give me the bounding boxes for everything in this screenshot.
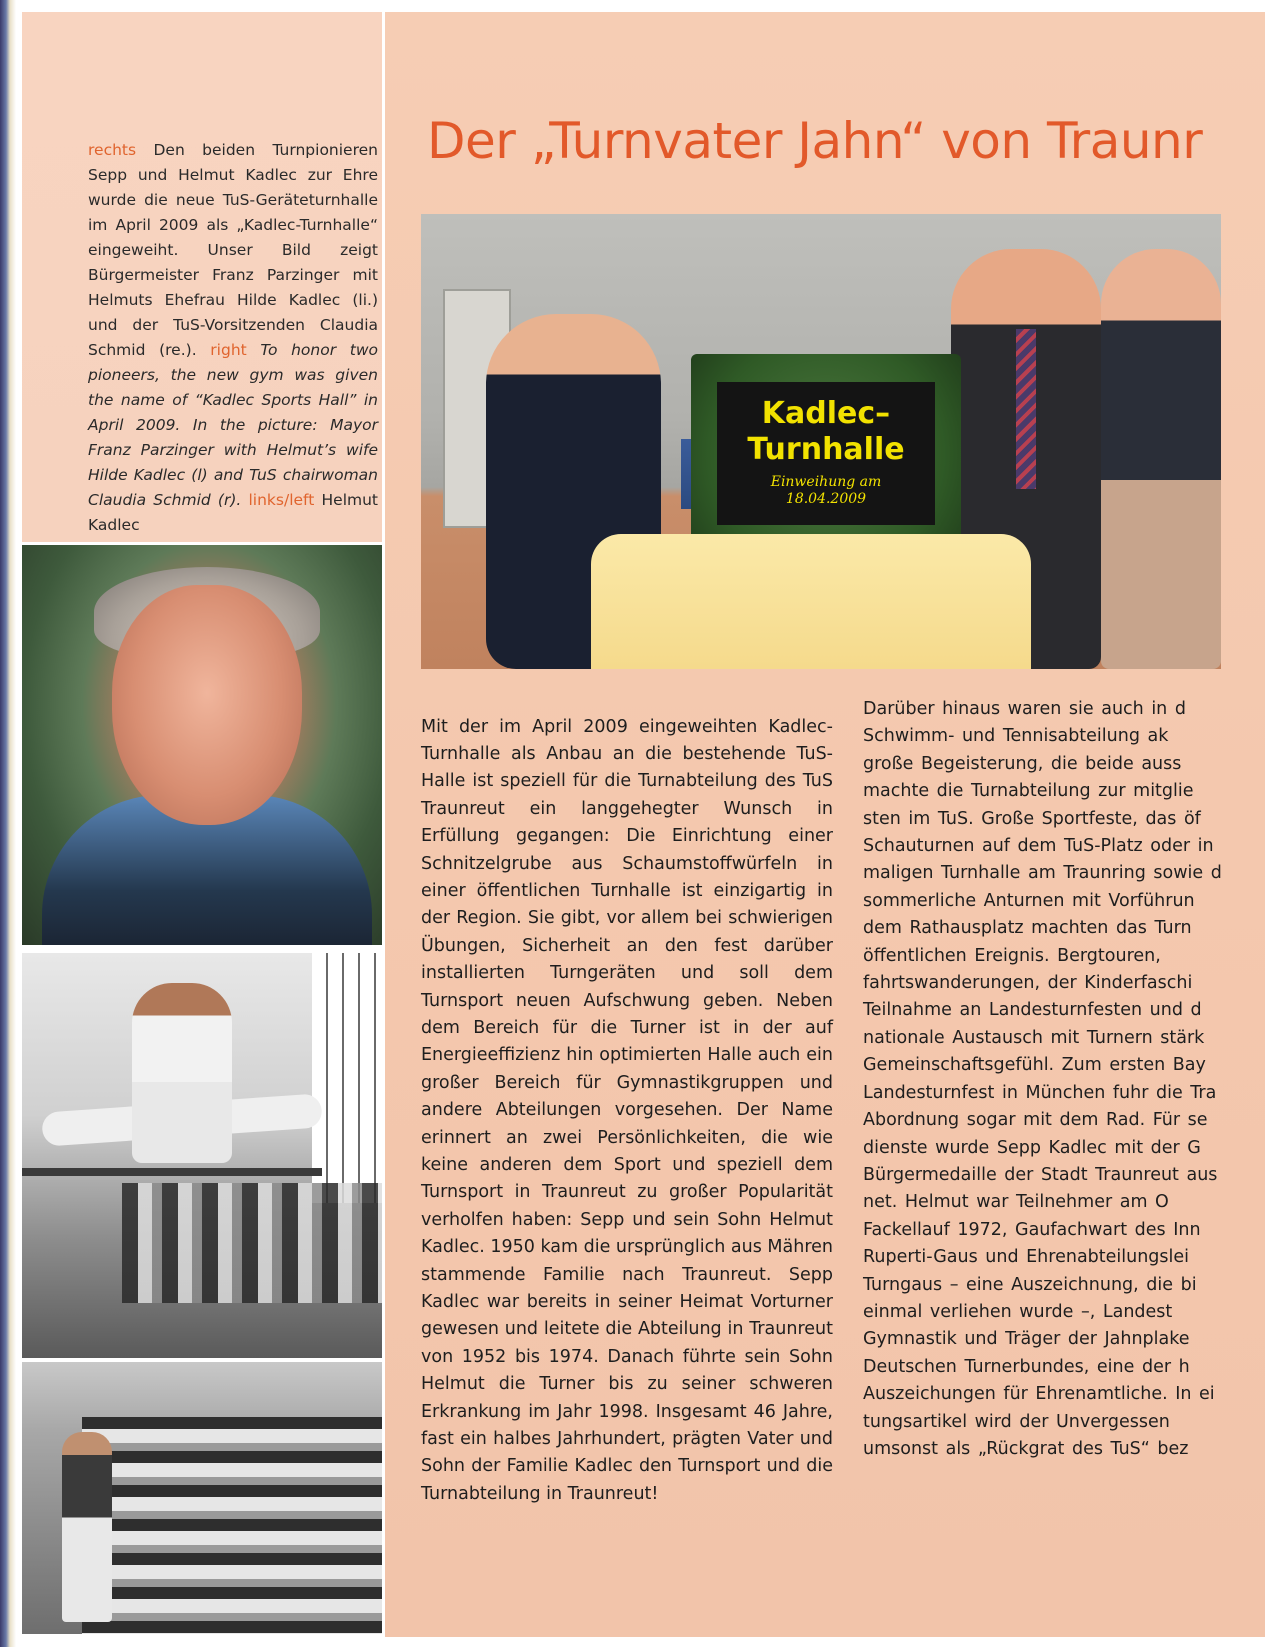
gym-window [312, 953, 382, 1203]
striped-tie [1016, 329, 1036, 489]
article-column-2-line: Darüber hinaus waren sie auch in d [863, 699, 1186, 719]
article-column-2-line: net. Helmut war Teilnehmer am O [863, 1192, 1169, 1213]
gymnast-figure [132, 983, 232, 1163]
article-page [385, 12, 1265, 1637]
portrait-photo-helmut-kadlec [22, 545, 382, 945]
caption-english-text: To honor two pioneers, the new gym was given the name of “Kadlec Sports Hall” in April 2009. In the picture: Mayor Franz Parzinger with Helmut’s wife Hilde Kadlec (l) and TuS chairwoman Claudia Schmid (r). [88, 340, 378, 509]
caption-keyword-right: right [210, 340, 247, 359]
inauguration-photo [421, 214, 1221, 669]
seated-children [82, 1417, 382, 1634]
caption-keyword-rechts: rechts [88, 140, 137, 159]
sign-line-kadlec: Kadlec– [761, 396, 891, 431]
article-column-2-line: nationale Austausch mit Turnern stärk [863, 1027, 1205, 1048]
historic-gymnastics-photo [22, 953, 382, 1358]
sign-line-turnhalle: Turnhalle [747, 432, 905, 467]
article-column-1: Mit der im April 2009 eingeweihten Kadlec-Turnhalle als Anbau an die bestehende TuS-Halle ist speziell für die Turnabteilung des TuS Traunreut ein langgehegter Wunsch in Erfüllung gegangen: Die Einrichtung einer Schnitzelgrube aus Schaumstoffwürfeln in einer öffentlichen Turnhalle ist einzigartig in der Region. Sie gibt, vor allem bei schwierigen Übungen, Sicherheit an den fest darüber installierten Turngeräten und soll dem Turnsport neuen Aufschwung geben. Neben dem Bereich für die Turner ist in der auf Energieeffizienz hin optimierten Halle auch ein großer Bereich für Gymnastikgruppen und andere Abteilungen vorgesehen. Der Name erinnert an zwei Persönlichkeiten, die wie keine anderen dem Sport und speziell dem Turnsport in Traunreut zu großer Popularität verholfen haben: Sepp und sein Sohn Helmut Kadlec. 1950 kam die ursprünglich aus Mähren stammende Familie nach Traunreut. Sepp Kadlec war bereits in seiner Heimat Vorturner gewesen und leitete die Abteilung in Traunreut von 1952 bis 1974. Danach führte sein Sohn Helmut die Turner bis zu seiner schweren Erkrankung im Jahr 1998. Insgesamt 46 Jahre, fast ein halbes Jahrhundert, prägten Vater und Sohn der Familie Kadlec den Turnsport und die Turnabteilung in Traunreut! [421, 716, 834, 1504]
article-column-2-line: dem Rathausplatz machten das Turn [863, 918, 1192, 939]
photo-caption [88, 138, 378, 538]
article-column-2-line: einmal verliehen wurde –, Landest [863, 1301, 1173, 1322]
portrait-face [112, 585, 302, 825]
caption-german-text: Den beiden Turnpionieren Sepp und Helmut Kadlec zur Ehre wurde die neue TuS-Geräteturnhalle im April 2009 als „Kadlec-Turnhalle“ eingeweiht. Unser Bild zeigt Bürgermeister Franz Parzinger mit Helmuts Ehefrau Hilde Kadlec (li.) und der TuS-Vorsitzenden Claudia Schmid (re.). [88, 140, 378, 359]
article-column-2-line: Gymnastik und Träger der Jahnplake [863, 1329, 1190, 1350]
yellow-unveiling-cloth [591, 534, 1031, 669]
standing-instructor [62, 1432, 112, 1622]
article-column-2-line: Gemeinschaftsgefühl. Zum ersten Bay [863, 1055, 1206, 1076]
article-column-2-line: Abordnung sogar mit dem Rad. Für se [863, 1110, 1208, 1131]
sign-line-date: 18.04.2009 [785, 491, 867, 507]
article-column-2-line: machte die Turnabteilung zur mitglie [863, 781, 1194, 802]
caption-panel [22, 12, 382, 542]
article-headline: Der „Turnvater Jahn“ von Traunr [427, 112, 1203, 170]
caption-left-text: Helmut Kadlec [88, 490, 378, 534]
article-column-2 [863, 696, 1265, 1463]
article-column-2-line: Bürgermedaille der Stadt Traunreut aus [863, 1164, 1218, 1185]
article-column-2-line: fahrtswanderungen, der Kinderfaschi [863, 973, 1193, 994]
caption-keyword-left: links/left [248, 490, 315, 509]
article-column-2-line: Ruperti-Gaus und Ehrenabteilungslei [863, 1247, 1190, 1268]
article-column-2-line: Schauturnen auf dem TuS-Platz oder in [863, 836, 1214, 857]
article-column-2-line: Schwimm- und Tennisabteilung ak [863, 726, 1169, 747]
article-column-2-line: umsonst als „Rückgrat des TuS“ bez [863, 1438, 1189, 1459]
article-column-2-line: tungsartikel wird der Unvergessen [863, 1411, 1170, 1432]
article-column-2-line: Fackellauf 1972, Gaufachwart des Inn [863, 1219, 1201, 1240]
person-claudia-schmid [1101, 249, 1221, 669]
article-column-2-line: maligen Turnhalle am Traunring sowie d [863, 863, 1222, 884]
article-column-2-line: dienste wurde Sepp Kadlec mit der G [863, 1137, 1201, 1158]
article-column-2-line: öffentlichen Ereignis. Bergtouren, [863, 945, 1161, 966]
gym-spectators [122, 1183, 382, 1303]
article-column-2-line: Landesturnfest in München fuhr die Tra [863, 1082, 1217, 1103]
parallel-bar [22, 1168, 322, 1176]
article-column-2-line: Auszeichungen für Ehrenamtliche. In ei [863, 1384, 1215, 1405]
article-column-2-line: sommerliche Anturnen mit Vorführun [863, 890, 1195, 911]
book-spine [0, 0, 20, 1647]
article-column-2-line: sten im TuS. Große Sportfeste, das öf [863, 808, 1201, 829]
sign-line-einweihung: Einweihung am [770, 474, 882, 490]
article-column-2-line: große Begeisterung, die beide auss [863, 753, 1182, 774]
historic-hall-photo [22, 1362, 382, 1634]
article-column-2-line: Turngaus – eine Auszeichnung, die bi [863, 1274, 1197, 1295]
article-column-2-line: Deutschen Turnerbundes, eine der h [863, 1356, 1190, 1377]
inauguration-sign [717, 382, 935, 525]
article-column-2-line: Teilnahme an Landesturnfesten und d [863, 1000, 1202, 1021]
